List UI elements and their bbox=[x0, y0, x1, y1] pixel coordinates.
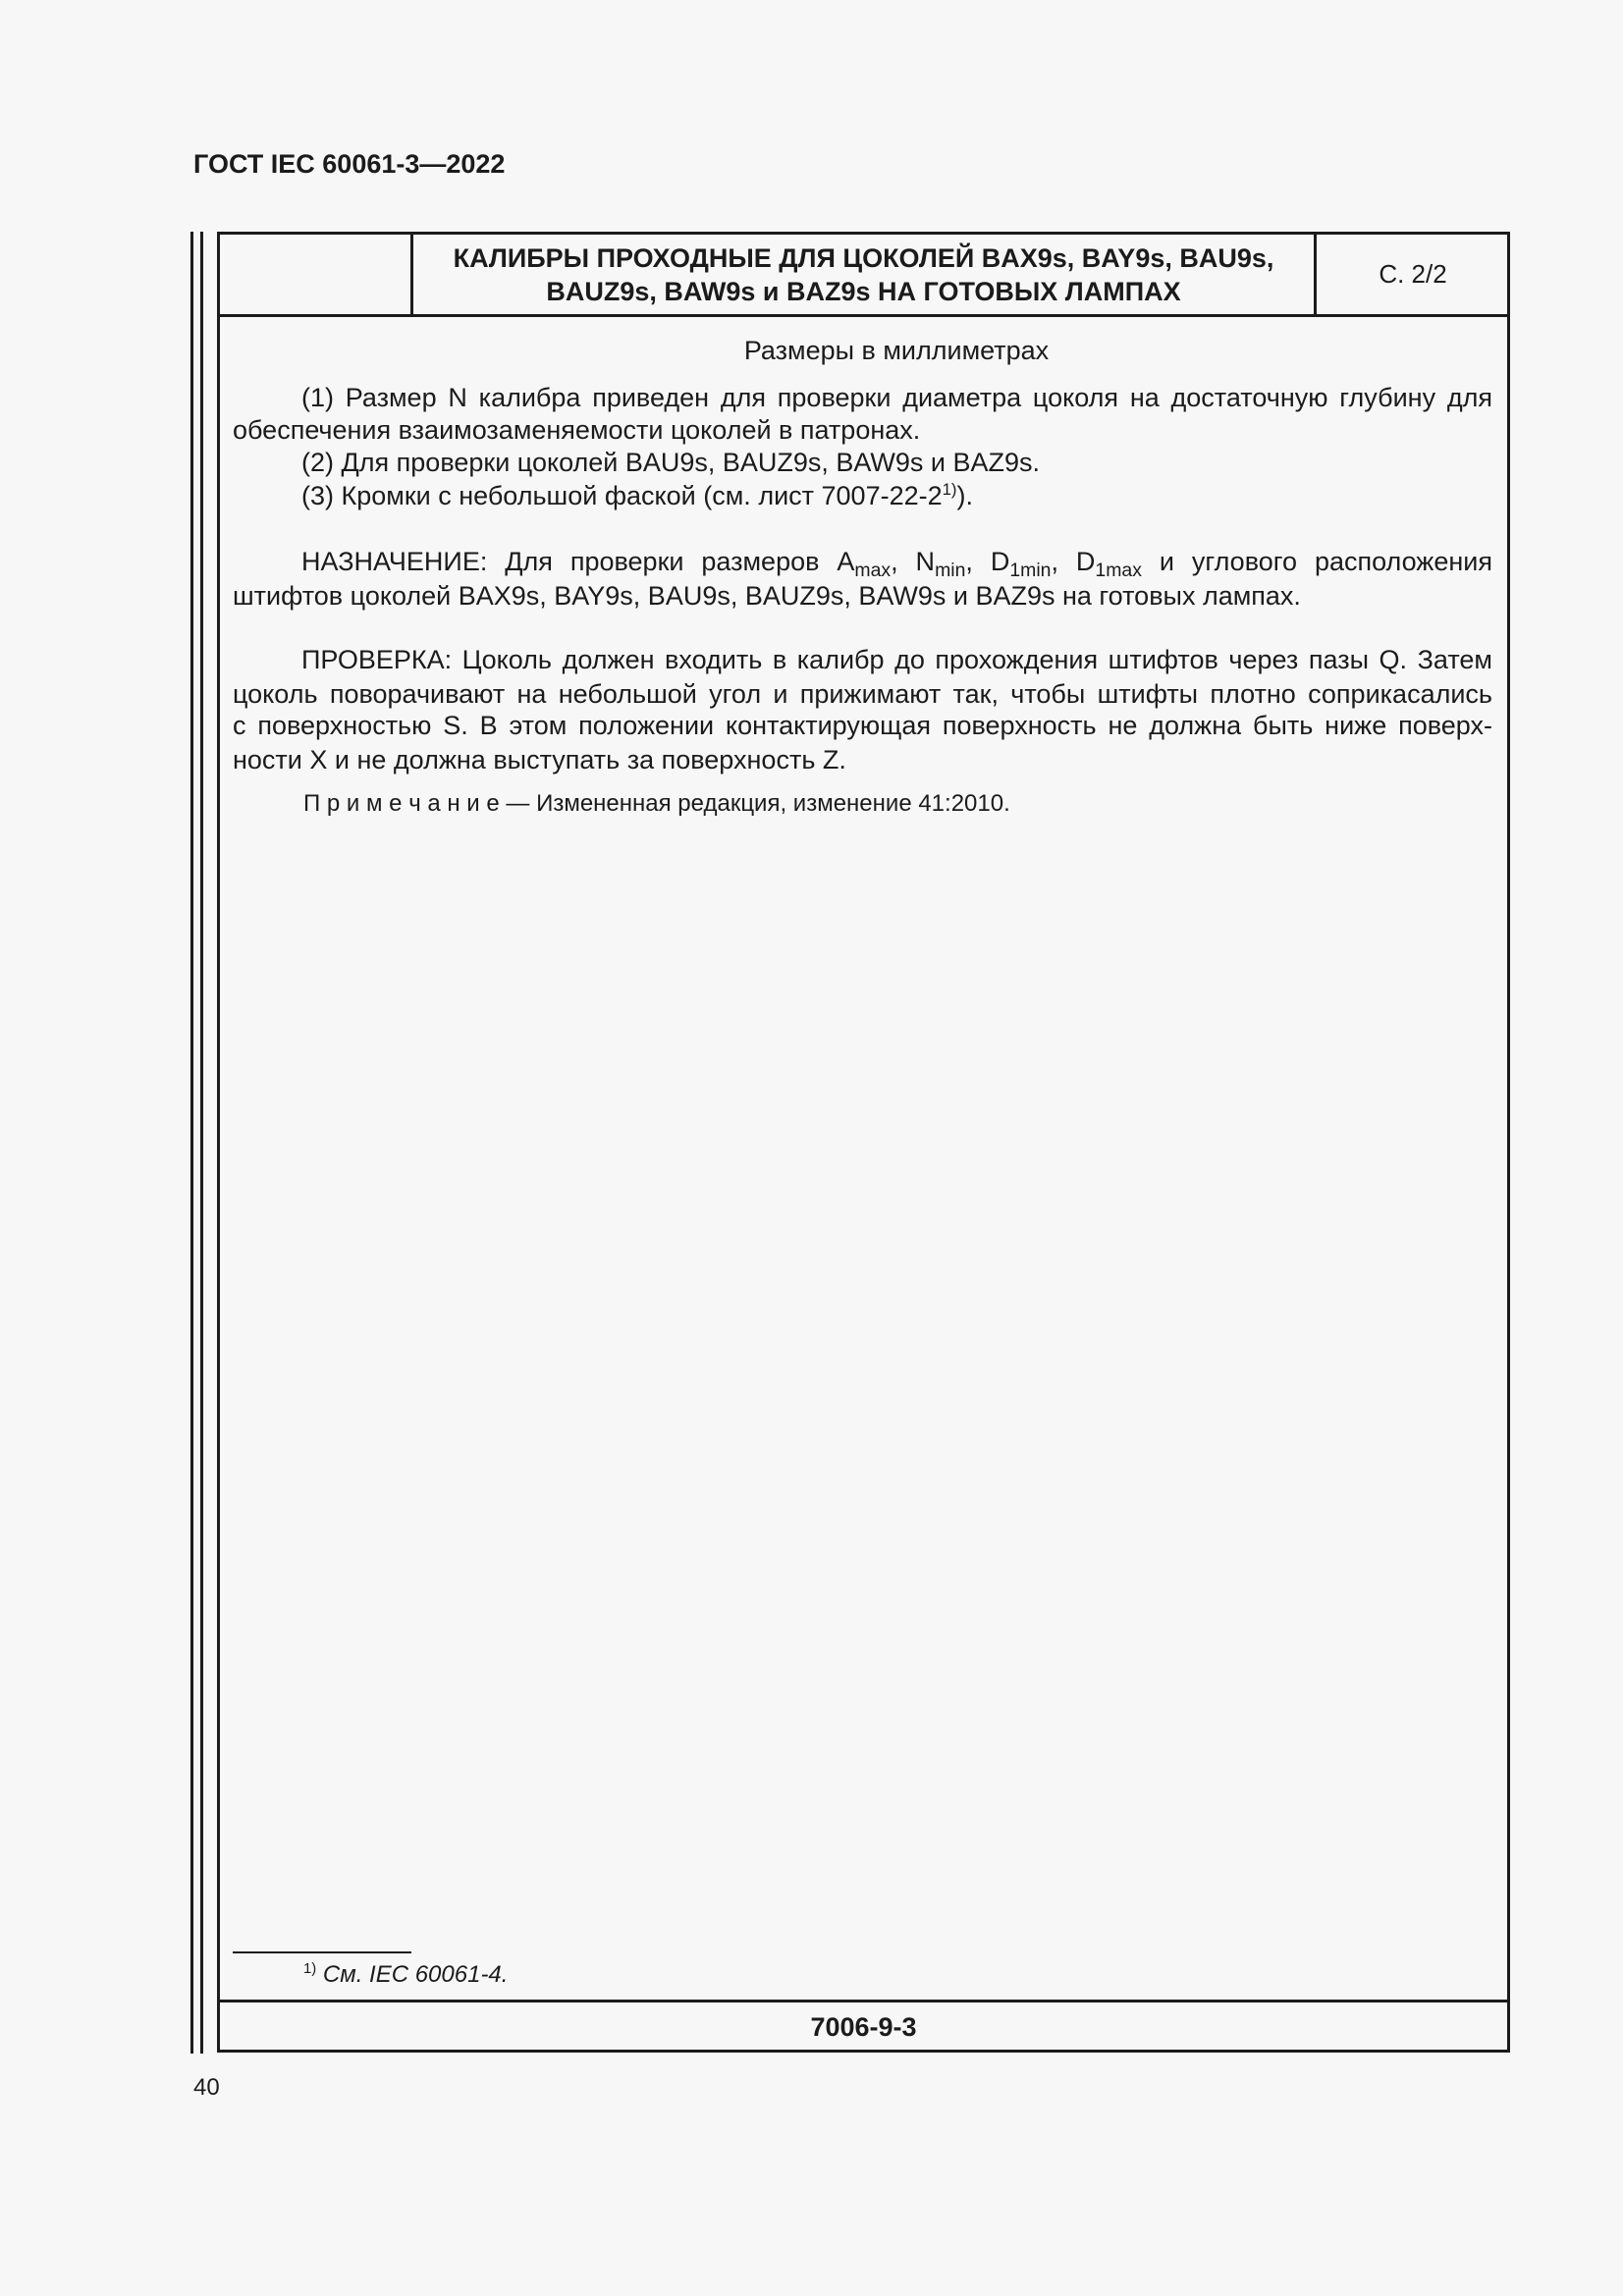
binding-rule-inner bbox=[200, 232, 203, 2054]
footnote-text: См. IEC 60061-4. bbox=[316, 1961, 509, 1988]
purpose-line-1 bbox=[301, 546, 1492, 582]
note-3-end: ). bbox=[956, 481, 974, 510]
purpose-line-2: штифтов цоколей BAX9s, BAY9s, BAU9s, BAUZ9s, BAW9s и BAZ9s на готовых лампах. bbox=[233, 581, 1301, 611]
note-1-line-2: обеспечения взаимозаменяемости цоколей в патронах. bbox=[233, 415, 921, 445]
sheet-title-line-2: BAUZ9s, BAW9s и BAZ9s НА ГОТОВЫХ ЛАМПАХ bbox=[546, 277, 1181, 306]
note-1-line-1: (1) Размер N калибра приведен для проверки диаметра цоколя на достаточную глубину для bbox=[301, 383, 1492, 412]
footnote-reference-mark: 1) bbox=[942, 479, 957, 499]
footnote-mark: 1) bbox=[303, 1961, 317, 1978]
sheet-number-row-divider bbox=[217, 2000, 1510, 2002]
binding-rule-outer bbox=[190, 232, 193, 2054]
subscript-1min: 1min bbox=[1009, 560, 1052, 582]
note-3-text: (3) Кромки с небольшой фаской (см. лист 7007-22-2 bbox=[301, 481, 943, 510]
check-line-1: ПРОВЕРКА: Цоколь должен входить в калибр до прохождения штифтов через пазы Q. Затем bbox=[301, 645, 1492, 674]
check-line-2: цоколь поворачивают на небольшой угол и прижимают так, чтобы штифты плотно соприкасались bbox=[233, 679, 1492, 709]
note-3 bbox=[301, 480, 1492, 512]
sheet-title-line-1: КАЛИБРЫ ПРОХОДНЫЕ ДЛЯ ЦОКОЛЕЙ BAX9s, BAY9s, BAU9s, bbox=[453, 243, 1274, 273]
document-code-header: ГОСТ IEC 60061-3—2022 bbox=[193, 149, 506, 179]
title-cell-left-divider bbox=[410, 232, 413, 316]
remark bbox=[303, 790, 1010, 818]
note-2: (2) Для проверки цоколей BAU9s, BAUZ9s, BAW9s и BAZ9s. bbox=[301, 448, 1041, 477]
page-number: 40 bbox=[193, 2074, 220, 2101]
purpose-tail: и углового расположения bbox=[1141, 547, 1492, 576]
check-line-3: с поверхностью S. В этом положении контактирующая поверхность не должна быть ниже поверх- bbox=[233, 711, 1492, 740]
units-note: Размеры в миллиметрах bbox=[743, 336, 1050, 365]
purpose-text-3: , D bbox=[965, 547, 1010, 576]
check-line-4: ности X и не должна выступать за поверхность Z. bbox=[233, 745, 846, 774]
purpose-lead: НАЗНАЧЕНИЕ: Для проверки размеров A bbox=[301, 547, 855, 576]
footnote bbox=[303, 1961, 508, 1989]
footnote-separator bbox=[233, 1951, 411, 1953]
remark-label: П р и м е ч а н и е bbox=[303, 790, 500, 817]
remark-text: — Измененная редакция, изменение 41:2010. bbox=[499, 790, 1010, 817]
title-empty-cell bbox=[220, 235, 410, 314]
sheet-page-reference: С. 2/2 bbox=[1379, 259, 1447, 289]
subscript-min: min bbox=[935, 560, 966, 582]
purpose-text-4: , D bbox=[1051, 547, 1096, 576]
sheet-number: 7006-9-3 bbox=[810, 2012, 917, 2042]
title-cell-right-divider bbox=[1314, 232, 1317, 316]
subscript-max: max bbox=[854, 560, 892, 582]
purpose-text-2: , N bbox=[891, 547, 936, 576]
subscript-1max: 1max bbox=[1095, 560, 1142, 582]
